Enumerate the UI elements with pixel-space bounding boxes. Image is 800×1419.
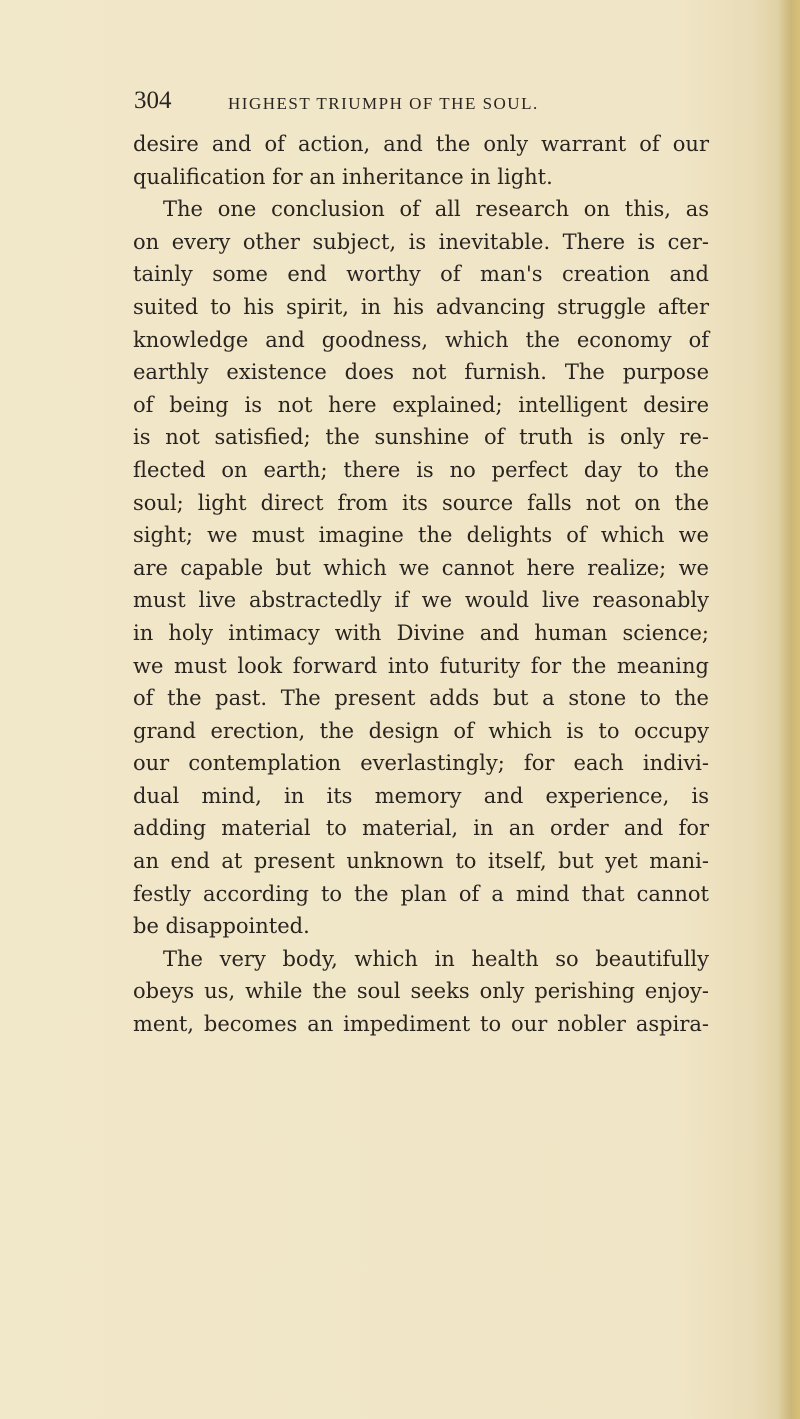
text-line: an end at present unknown to itself, but yet mani- [133, 849, 709, 874]
text-line: dual mind, in its memory and experience, is [133, 783, 709, 808]
text-line: The one conclusion of all research on this, as [163, 197, 709, 222]
text-line: of the past. The present adds but a stone to the [133, 686, 709, 711]
text-line: desire and of action, and the only warrant of our [133, 132, 709, 156]
text-line: grand erection, the design of which is to occupy [133, 718, 709, 743]
page-number: 304 [134, 87, 172, 114]
text-line: are capable but which we cannot here realize; we [133, 555, 709, 580]
text-line: festly according to the plan of a mind that cannot [133, 881, 709, 906]
text-line: knowledge and goodness, which the economy of [133, 327, 709, 352]
text-line: in holy intimacy with Divine and human science; [133, 620, 709, 645]
text-line: obeys us, while the soul seeks only perishing enjoy- [133, 979, 709, 1004]
text-line: ment, becomes an impediment to our nobler aspira- [133, 1012, 709, 1037]
page-header [134, 86, 634, 122]
text-line: is not satisfied; the sunshine of truth is only re- [133, 425, 709, 450]
text-line: tainly some end worthy of man's creation and [133, 262, 709, 287]
running-title: HIGHEST TRIUMPH OF THE SOUL. [228, 94, 539, 113]
text-line: our contemplation everlastingly; for each indivi- [133, 751, 709, 776]
text-line: qualification for an inheritance in light. [133, 164, 553, 189]
text-line: flected on earth; there is no perfect day to the [133, 457, 709, 482]
text-line: suited to his spirit, in his advancing struggle after [133, 294, 709, 319]
text-line: be disappointed. [133, 914, 310, 939]
body-text [133, 128, 709, 1041]
text-line: soul; light direct from its source falls not on the [133, 490, 709, 515]
text-line: we must look forward into futurity for the meaning [133, 653, 709, 678]
text-line: sight; we must imagine the delights of which we [133, 523, 709, 548]
text-line: on every other subject, is inevitable. There is cer- [133, 229, 709, 254]
text-line: earthly existence does not furnish. The purpose [133, 360, 709, 385]
text-line: must live abstractedly if we would live reasonably [133, 588, 709, 613]
text-line: The very body, which in health so beautifully [163, 946, 709, 971]
text-line: adding material to material, in an order and for [133, 816, 709, 841]
text-line: of being is not here explained; intelligent desire [133, 392, 709, 417]
page-edge-shading [778, 0, 800, 1419]
